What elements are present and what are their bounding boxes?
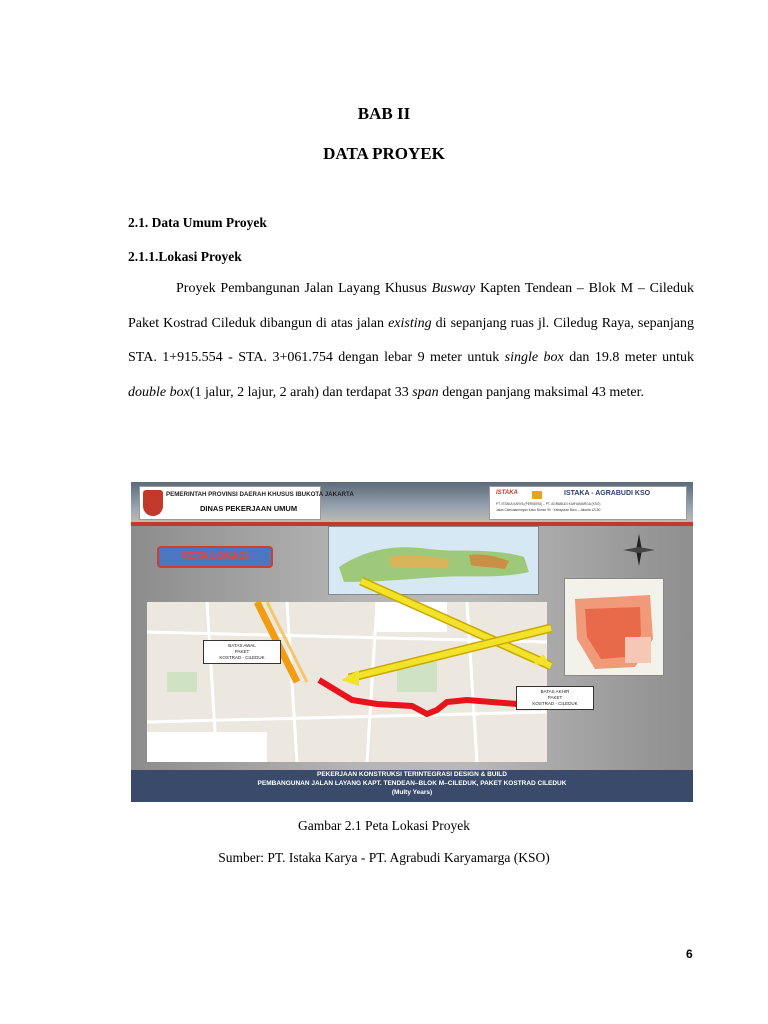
contractor-title: ISTAKA - AGRABUDI KSO — [564, 490, 651, 497]
figure-source: Sumber: PT. Istaka Karya - PT. Agrabudi Karyamarga (KSO) — [218, 850, 550, 865]
government-name: PEMERINTAH PROVINSI DAERAH KHUSUS IBUKOTA JAKARTA — [166, 491, 354, 498]
figure-footer-banner: PEKERJAAN KONSTRUKSI TERINTEGRASI DESIGN & BUILD PEMBANGUNAN JALAN LAYANG KAPT. TENDEAN–BLOK M–CILEDUK, PAKET KOSTRAD CILEDUK (Multy Years) — [131, 770, 693, 802]
section-heading: 2.1. Data Umum Proyek — [128, 215, 267, 230]
government-banner — [139, 486, 354, 520]
agrabudi-logo-icon — [532, 491, 542, 499]
department-name: DINAS PEKERJAAN UMUM — [200, 504, 298, 513]
page-number: 6 — [686, 947, 693, 961]
contractor-address: Jalan Cideudanmoyan Kavo Nomor 90 · Kebayoran Baru – Jakarta 12160 — [496, 508, 601, 512]
figure-caption: Gambar 2.1 Peta Lokasi Proyek — [297, 818, 471, 833]
peta-lokasi-label: PETA LOKASI — [157, 546, 273, 568]
chapter-title: DATA PROYEK — [323, 144, 445, 163]
figure-body — [131, 526, 693, 770]
project-paragraph: Proyek Pembangunan Jalan Layang Khusus Busway Kapten Tendean – Blok M – Cileduk Paket Kostrad Cileduk dibangun di atas jalan existing di sepanjang ruas jl. Ciledug Raya, sepanjang STA. 1+915.554 - STA. 3+061.754 dengan lebar 9 meter untuk single box dan 19.8 meter untuk double box(1 jalur, 2 lajur, 2 arah) dan terdapat 33 span dengan panjang maksimal 43 meter. — [128, 281, 695, 400]
figure-header — [131, 482, 693, 526]
end-boundary-label: BATAS AKHIR PAKET KOSTRAD - CILEDUK — [516, 686, 594, 710]
contractor-name: PT. ISTAKA KARYA (PERSERO) – PT. AGRABUDI KARYAMARGA (KSO) — [496, 502, 601, 506]
subsection-heading: 2.1.1.Lokasi Proyek — [128, 249, 242, 264]
start-boundary-label: BATAS AWAL PAKET KOSTRAD - CILEDUK — [203, 640, 281, 664]
istaka-logo: ISTAKA — [496, 490, 518, 496]
chapter-number: BAB II — [357, 104, 411, 123]
jakarta-emblem-icon — [143, 490, 163, 516]
location-map-figure — [131, 482, 693, 802]
contractor-banner — [489, 486, 687, 520]
